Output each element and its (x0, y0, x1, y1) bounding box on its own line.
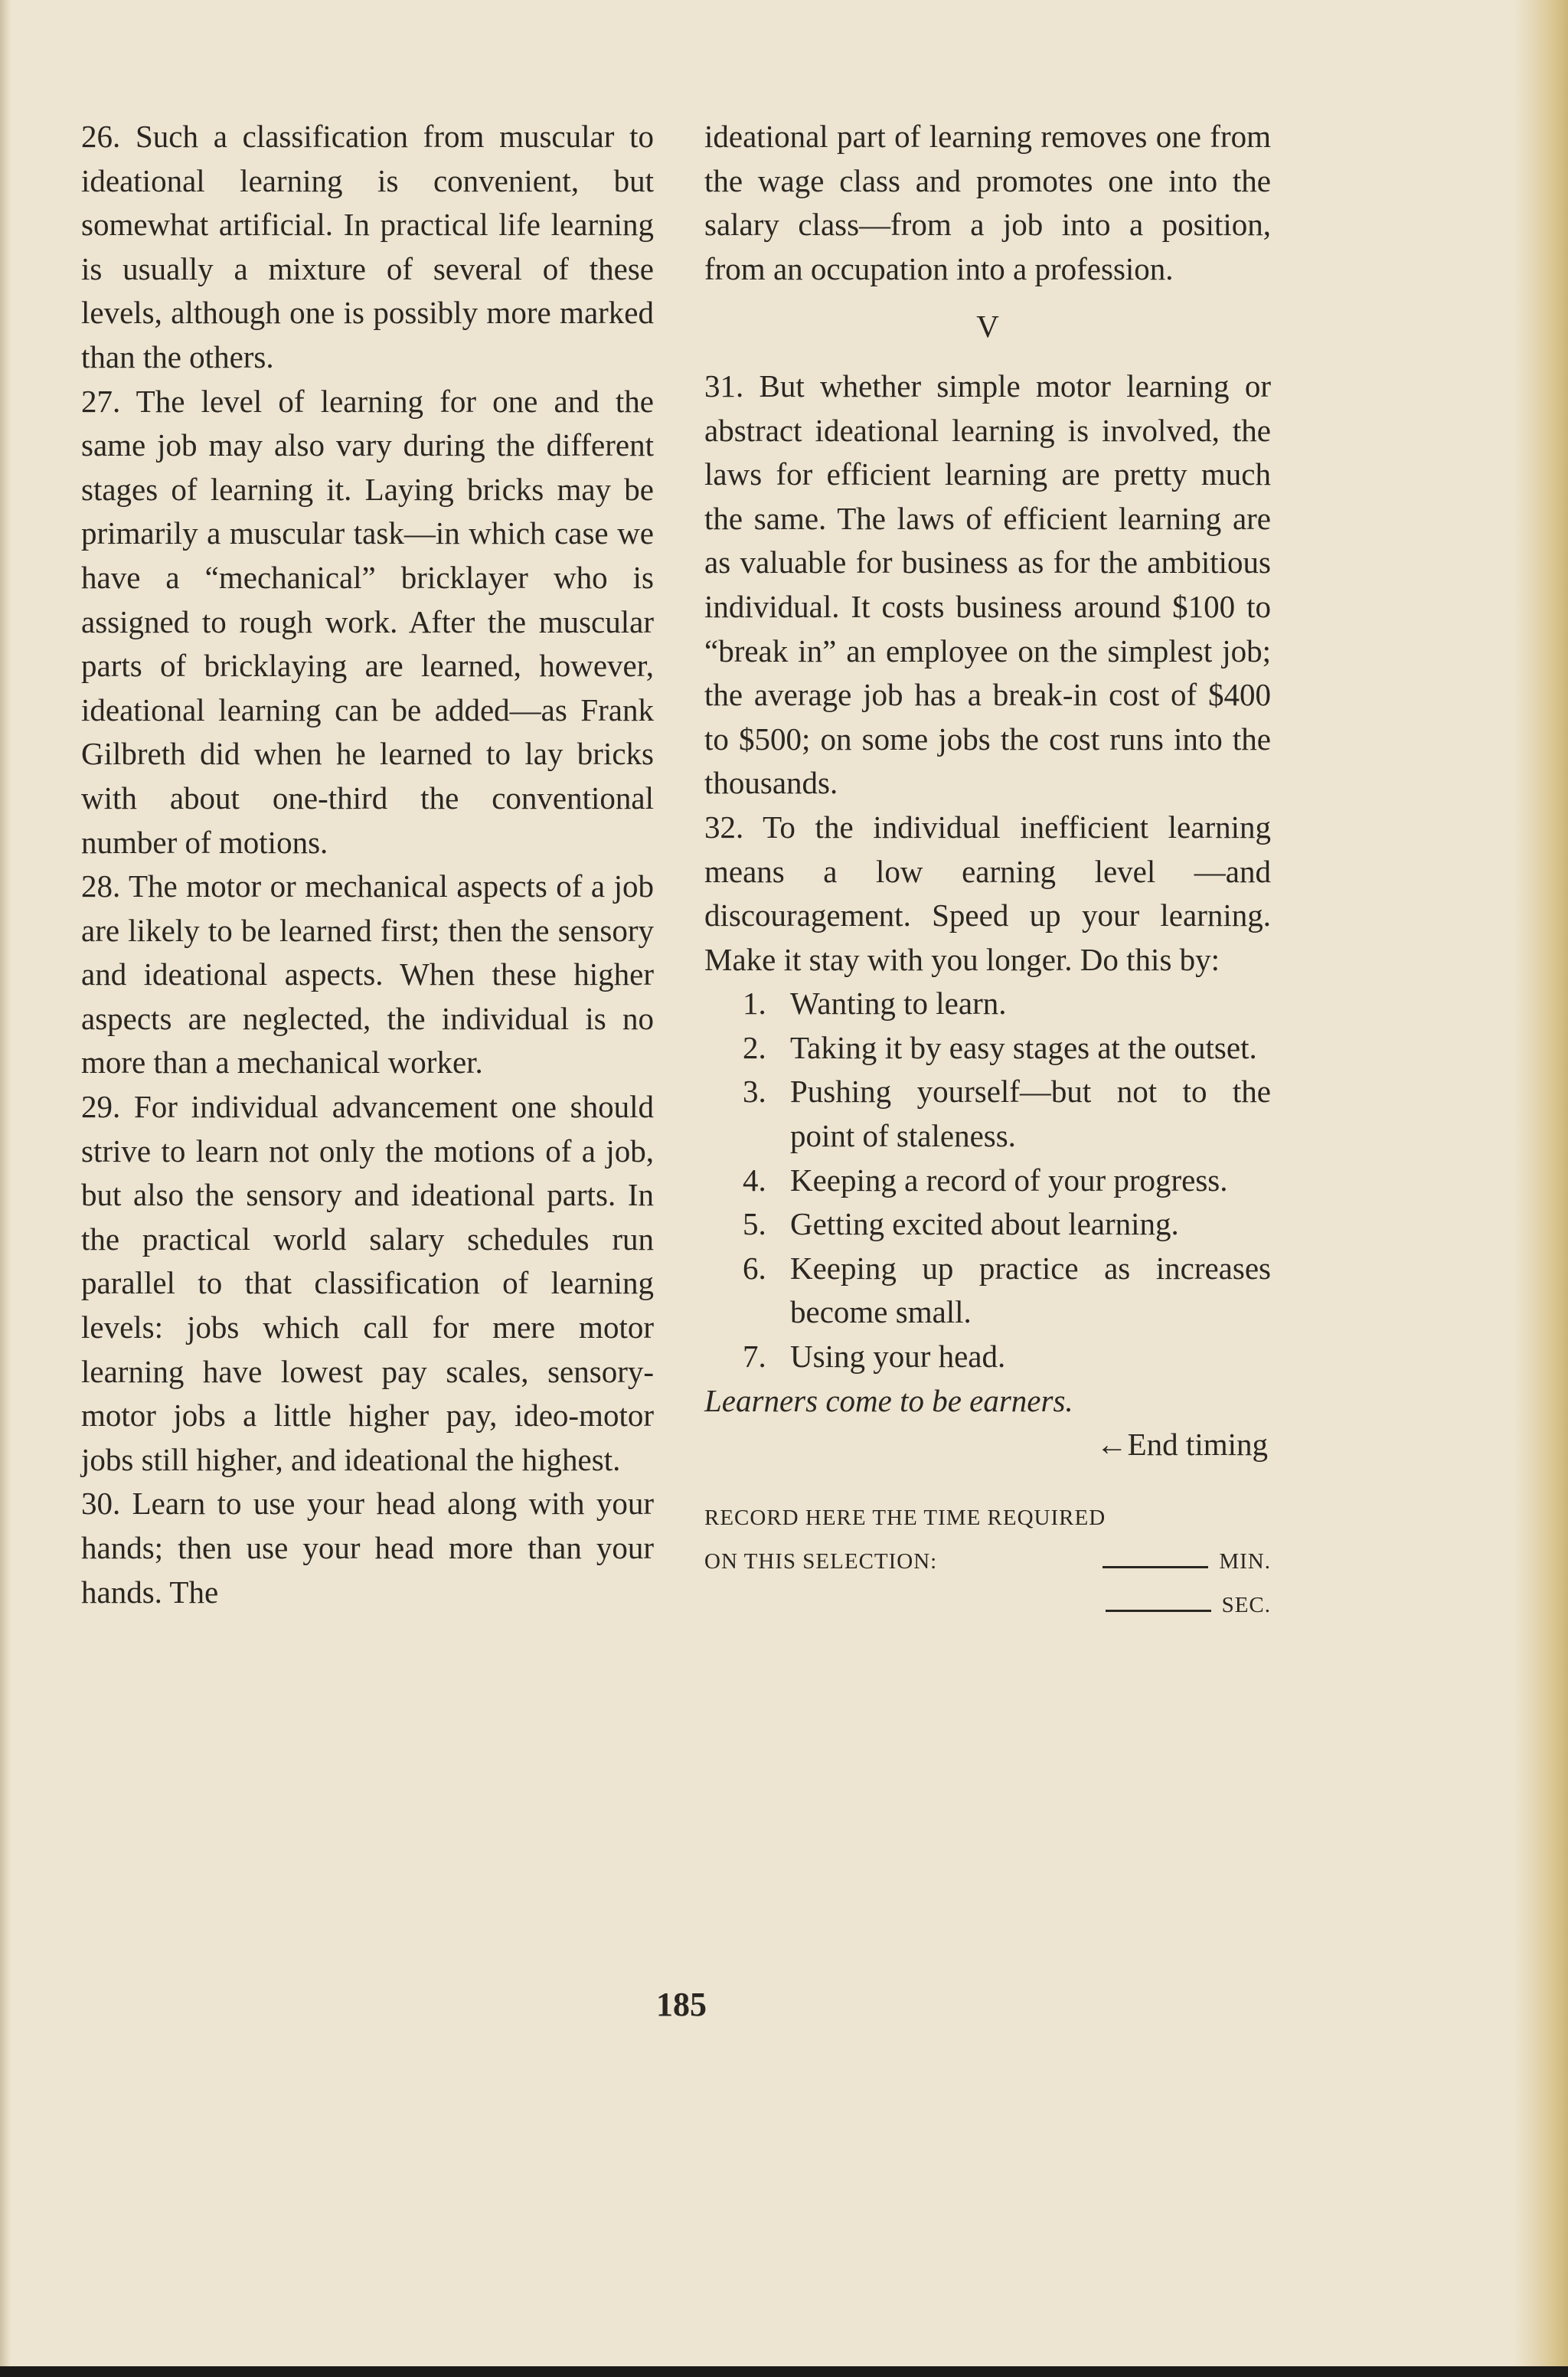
paragraph-30: 30. Learn to use your head along with your hands; then use your head more than your hands. The (81, 1486, 654, 1610)
paragraph-32: 32. To the individual inefficient learning means a low earning level —and discouragement. Speed up your learning. Make it stay with you longer. Do this by: (704, 809, 1271, 977)
list-item-text: Keeping a record of your progress. (790, 1162, 1228, 1198)
list-item-text: Using your head. (790, 1339, 1006, 1375)
right-column (704, 115, 1271, 1627)
page-number: 185 (656, 1986, 707, 2023)
record-selection-label: ON THIS SELECTION: (704, 1548, 938, 1574)
list-item-number: 6. (743, 1250, 766, 1286)
time-record-form (704, 1496, 1271, 1627)
list-item-number: 5. (743, 1206, 766, 1242)
record-instruction: RECORD HERE THE TIME REQUIRED (704, 1505, 1106, 1530)
list-item-text: Taking it by easy stages at the outset. (790, 1029, 1257, 1065)
list-item-text: Wanting to learn. (790, 986, 1007, 1022)
record-minutes-row (704, 1540, 1271, 1584)
list-item (704, 1159, 1271, 1203)
list-item (704, 1247, 1271, 1335)
list-item-number: 2. (743, 1029, 766, 1065)
list-item (704, 1202, 1271, 1247)
seconds-blank (1106, 1609, 1211, 1612)
left-column (81, 115, 654, 1614)
section-numeral: V (976, 309, 999, 345)
minutes-label: MIN. (1219, 1548, 1271, 1574)
list-item-number: 1. (743, 986, 766, 1022)
list-item-number: 4. (743, 1162, 766, 1198)
paragraph-26: 26. Such a classification from muscular to ideational learning is convenient, but somewhat artificial. In practical life learning is usually a mixture of several of these levels, although one is possibly more marked than the others. (81, 119, 654, 374)
list-item (704, 982, 1271, 1026)
bottom-edge (0, 2366, 1568, 2377)
list-item-text: Getting excited about learning. (790, 1206, 1179, 1242)
list-item-text: Keeping up practice as increases become small. (790, 1250, 1271, 1330)
paragraph-28: 28. The motor or mechanical aspects of a job are likely to be learned first; then the sensory and ideational aspects. When these higher aspects are neglected, the individual is no more than a mechanical worker. (81, 868, 654, 1081)
seconds-label: SEC. (1221, 1592, 1271, 1617)
paragraph-27: 27. The level of learning for one and the same job may also vary during the different stages of learning it. Laying bricks may be primarily a muscular task—in which case we have a “mechanical” bricklayer who is assigned to rough work. After the muscular parts of bricklaying are learned, however, ideational learning can be added—as Frank Gilbreth did when he learned to lay bricks with about one-third the conventional number of motions. (81, 383, 654, 860)
page-edge (1514, 0, 1568, 2377)
steps-list (704, 982, 1271, 1378)
paragraph-31: 31. But whether simple motor learning or abstract ideational learning is involved, the laws for efficient learning are pretty much the same. The laws of efficient learning are as valuable for business as for the ambitious individual. It costs business around $100 to “break in” an employee on the simplest job; the average job has a break-in cost of $400 to $500; on some jobs the cost runs into the thousands. (704, 368, 1271, 801)
minutes-blank (1102, 1565, 1208, 1568)
list-item (704, 1026, 1271, 1071)
end-timing-marker: ←End timing (1096, 1427, 1268, 1463)
list-item (704, 1070, 1271, 1158)
paragraph-30-continuation: ideational part of learning removes one from the wage class and promotes one into the salary class—from a job into a position, from an occupation into a profession. (704, 119, 1271, 286)
list-item-text: Pushing yourself—but not to the point of staleness. (790, 1074, 1271, 1154)
list-item-number: 7. (743, 1339, 766, 1375)
list-item-number: 3. (743, 1074, 766, 1110)
record-seconds-row (704, 1584, 1271, 1627)
list-item (704, 1335, 1271, 1379)
paragraph-29: 29. For individual advancement one should strive to learn not only the motions of a job, but also the sensory and ideational parts. In the practical world salary schedules run parallel to that classification of learning levels: jobs which call for mere motor learning have lowest pay scales, sensory-motor jobs a little higher pay, ideo-motor jobs still higher, and ideational the highest. (81, 1089, 654, 1477)
minutes-entry (1087, 1540, 1271, 1584)
closing-line: Learners come to be earners. (704, 1382, 1073, 1418)
